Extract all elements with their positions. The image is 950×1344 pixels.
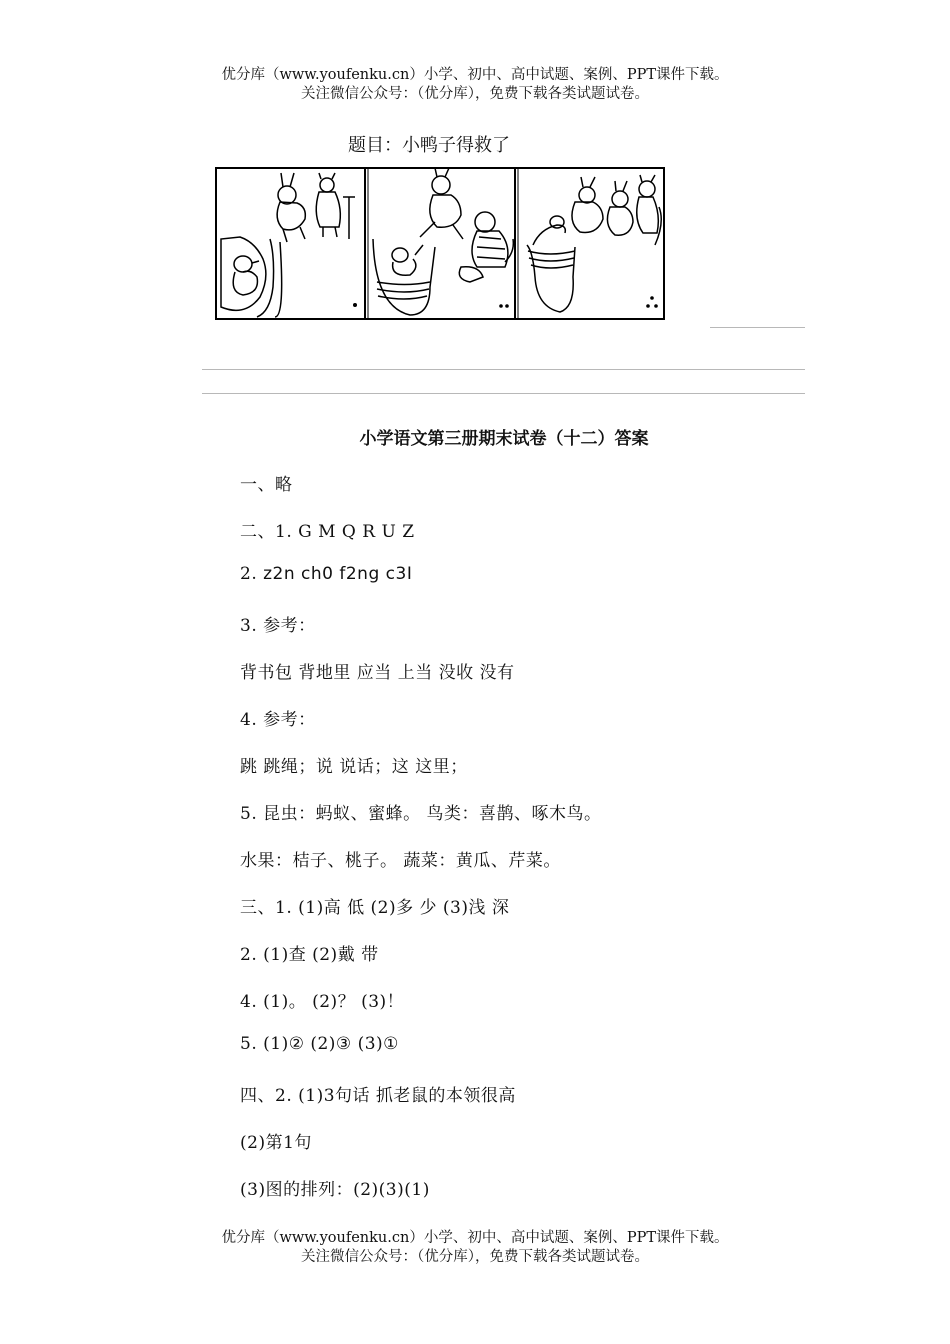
answer-item: 四、2. (1)3句话 抓老鼠的本领很高 bbox=[240, 1086, 516, 1106]
answer-item: 4. (1)。 (2)？ (3)！ bbox=[240, 992, 405, 1012]
pinyin-answer: z2n ch0 f2ng c3I bbox=[263, 564, 413, 584]
answer-line-1 bbox=[202, 369, 805, 370]
answer-line-short bbox=[710, 327, 805, 328]
answer-item: (2)第1句 bbox=[240, 1133, 312, 1153]
answer-item: 背书包 背地里 应当 上当 没收 没有 bbox=[240, 663, 515, 683]
panel-1 bbox=[221, 173, 355, 317]
answer-item: 一、略 bbox=[240, 475, 293, 495]
answer-item: 4. 参考： bbox=[240, 710, 316, 730]
header-line-2: 关注微信公众号：（优分库），免费下载各类试题试卷。 bbox=[301, 86, 649, 102]
panel-3 bbox=[527, 175, 661, 312]
panel-2 bbox=[373, 168, 513, 315]
footer-line-1: 优分库（www.youfenku.cn）小学、初中、高中试题、案例、PPT课件下载。 bbox=[221, 1230, 729, 1246]
answer-item: 5. (1)② (2)③ (3)① bbox=[240, 1034, 399, 1054]
answer-item: 5. 昆虫：蚂蚁、蜜蜂。 鸟类：喜鹊、啄木鸟。 bbox=[240, 804, 602, 824]
answer-item-number: 2. bbox=[240, 564, 264, 584]
answer-item: 三、1. (1)高 低 (2)多 少 (3)浅 深 bbox=[240, 898, 510, 918]
answer-item: 水果：桔子、桃子。 蔬菜：黄瓜、芹菜。 bbox=[240, 851, 561, 871]
answer-line-2 bbox=[202, 393, 805, 394]
answer-key-title: 小学语文第三册期末试卷（十二）答案 bbox=[359, 429, 649, 449]
page-header bbox=[0, 66, 950, 104]
answer-item bbox=[240, 564, 412, 584]
header-line-1: 优分库（www.youfenku.cn）小学、初中、高中试题、案例、PPT课件下载。 bbox=[221, 67, 729, 83]
comic-strip-illustration bbox=[215, 167, 665, 320]
answer-item: 跳 跳绳；说 说话；这 这里； bbox=[240, 757, 468, 777]
answer-item: 3. 参考： bbox=[240, 616, 316, 636]
page-footer bbox=[0, 1229, 950, 1267]
picture-title: 题目：小鸭子得救了 bbox=[348, 135, 510, 156]
answer-item: 2. (1)查 (2)戴 带 bbox=[240, 945, 379, 965]
footer-line-2: 关注微信公众号：（优分库），免费下载各类试题试卷。 bbox=[301, 1249, 649, 1265]
answer-item: (3)图的排列：(2)(3)(1) bbox=[240, 1180, 430, 1200]
answer-item: 二、1. G M Q R U Z bbox=[240, 522, 415, 542]
